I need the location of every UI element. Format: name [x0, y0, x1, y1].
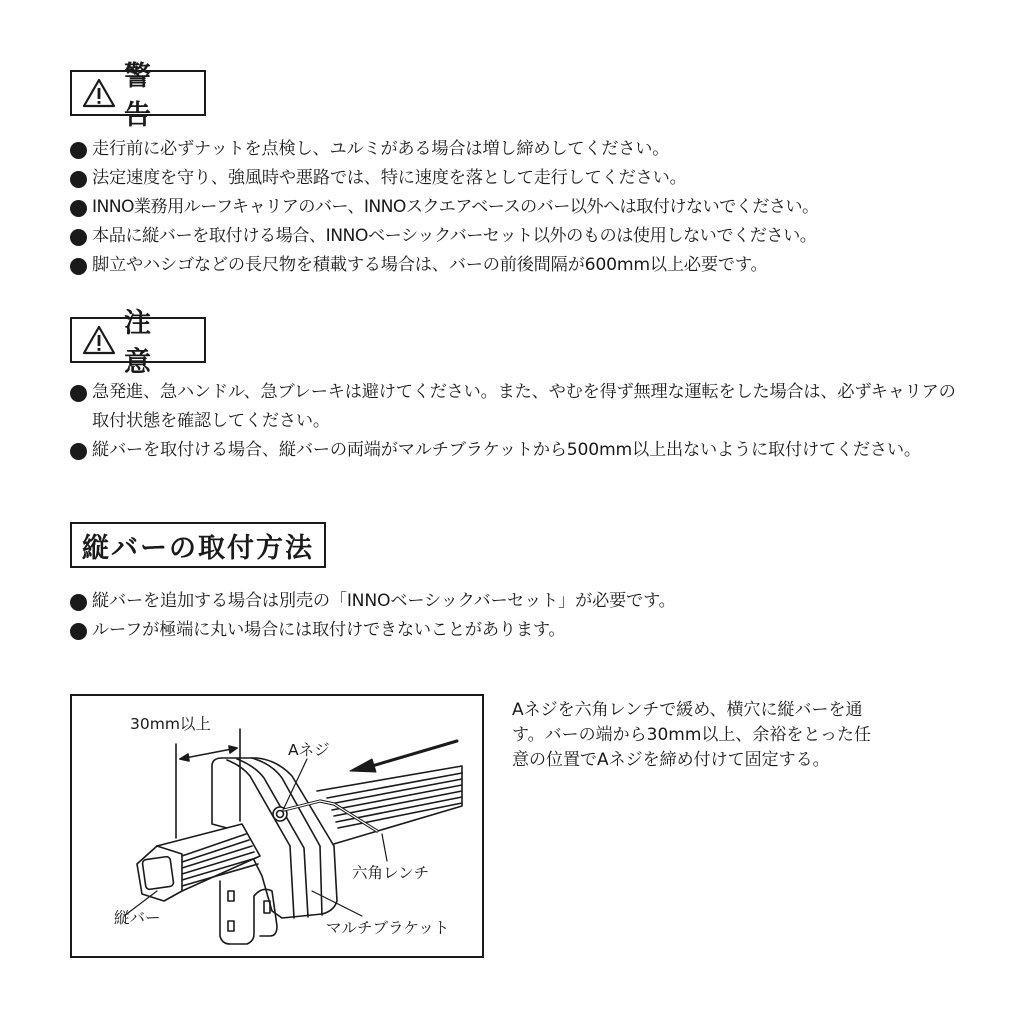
warning-list	[70, 135, 819, 280]
label-screw-a: Aネジ	[288, 741, 330, 759]
caution-title: 注 意	[124, 308, 159, 378]
install-heading	[70, 522, 326, 568]
warning-triangle-icon	[82, 324, 116, 356]
label-clearance: 30mm以上	[130, 715, 211, 733]
label-vertical-bar: 縦バー	[114, 909, 161, 927]
label-multi-bracket: マルチブラケット	[326, 919, 450, 937]
label-hex-wrench: 六角レンチ	[352, 864, 430, 882]
list-item: 縦バーを取付ける場合、縦バーの両端がマルチブラケットから500mm以上出ないように取付けてください。	[70, 436, 960, 465]
caution-list	[70, 378, 960, 465]
list-item: 法定速度を守り、強風時や悪路では、特に速度を落として走行してください。	[70, 164, 819, 193]
install-list	[70, 587, 676, 645]
warning-title: 警 告	[124, 61, 159, 131]
list-item: 縦バーを追加する場合は別売の「INNOベーシックバーセット」が必要です。	[70, 587, 676, 616]
warning-triangle-icon	[82, 77, 116, 109]
list-item: ルーフが極端に丸い場合には取付けできないことがあります。	[70, 616, 676, 645]
install-title: 縦バーの取付方法	[82, 532, 314, 564]
list-item: 急発進、急ハンドル、急ブレーキは避けてください。また、やむを得ず無理な運転をした場合は、必ずキャリアの取付状態を確認してください。	[70, 378, 960, 436]
list-item: 脚立やハシゴなどの長尺物を積載する場合は、バーの前後間隔が600mm以上必要です。	[70, 251, 819, 280]
list-item: 本品に縦バーを取付ける場合、INNOベーシックバーセット以外のものは使用しないでください。	[70, 222, 819, 251]
warning-heading	[70, 61, 206, 131]
installation-description: Aネジを六角レンチで緩め、横穴に縦バーを通す。バーの端から30mm以上、余裕をとった任意の位置でAネジを締め付けて固定する。	[512, 700, 872, 770]
caution-heading	[70, 308, 206, 378]
list-item: 走行前に必ずナットを点検し、ユルミがある場合は増し締めしてください。	[70, 135, 819, 164]
installation-diagram	[70, 694, 484, 958]
list-item: INNO業務用ルーフキャリアのバー、INNOスクエアベースのバー以外へは取付けないでください。	[70, 193, 819, 222]
